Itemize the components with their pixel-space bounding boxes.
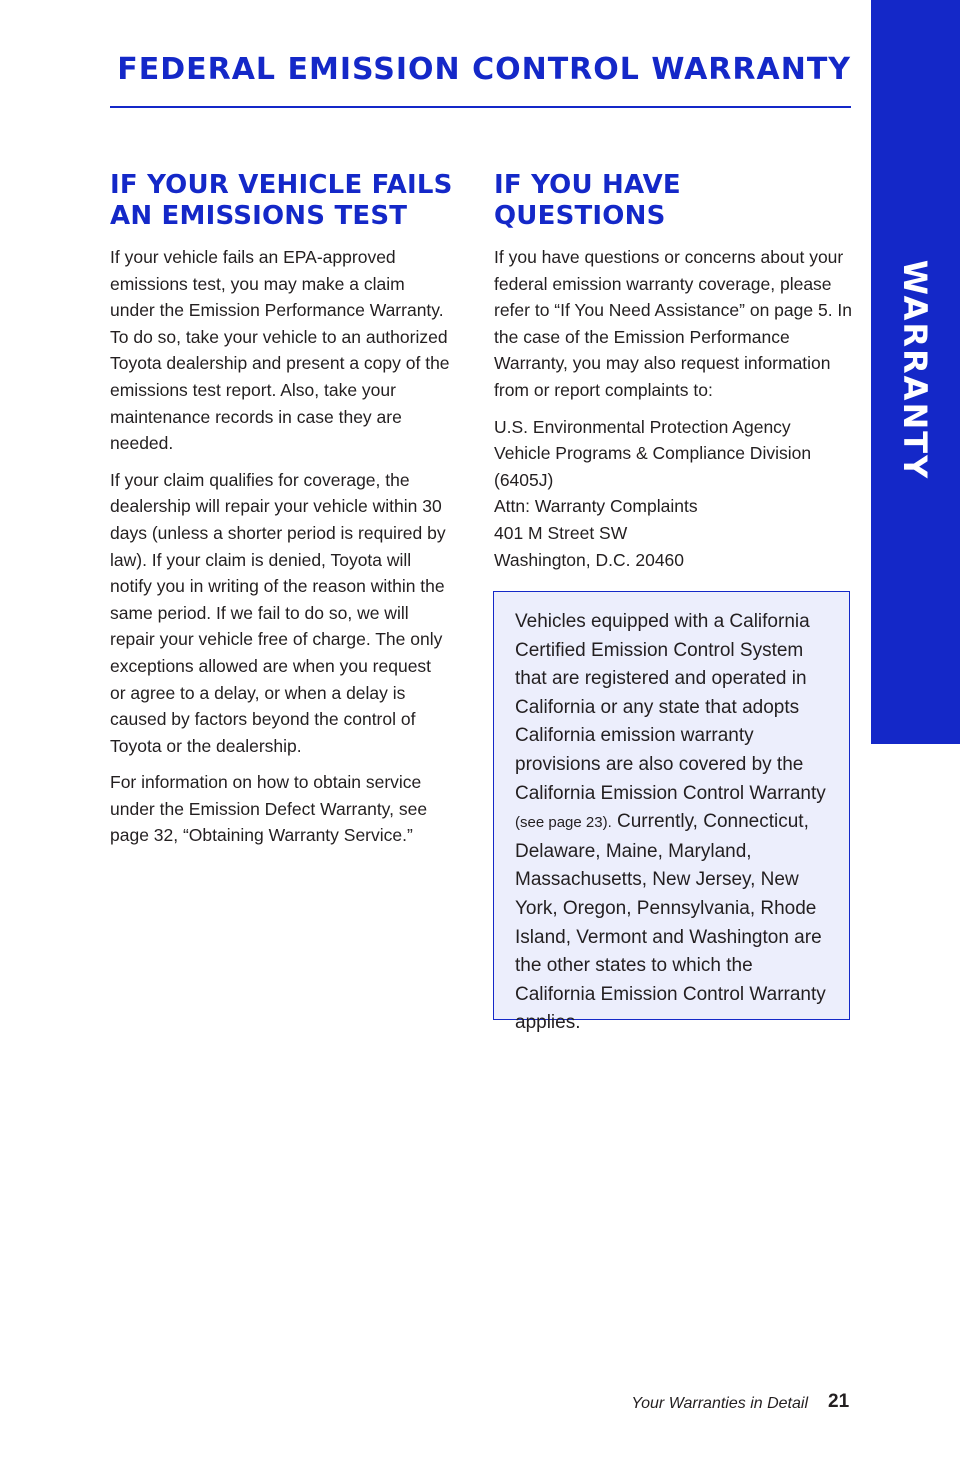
body-paragraph: For information on how to obtain service under the Emission Defect Warranty, see page 32, “Obtaining Warranty Service.” [110,772,428,846]
callout-text-part2: Currently, Connecticut, Delaware, Maine, Maryland, Massachusetts, New Jersey, New York, Oregon, Pennsylvania, Rhode Island, Vermont and Washington are the other states to which the California Emission Control Warranty applies. [515,811,826,1034]
emissions-test-heading [110,170,453,232]
body-paragraph: If your claim qualifies for coverage, the dealership will repair your vehicle within 30 days (unless a shorter period is required by law). If your claim is denied, Toyota will notify you in writing of the reason within the same period. If we fail to do so, we will repair your vehicle free of charge. The only exceptions allowed are when you request or agree to a delay, or when a delay is caused by factors beyond the control of Toyota or the dealership. [110,469,446,756]
right-column [494,170,854,583]
left-column [110,170,453,859]
address-line: Vehicle Programs & Compliance Division [494,443,812,464]
address-line: (6405J) [494,469,554,490]
title-divider [110,106,851,108]
address-line: Washington, D.C. 20460 [494,549,685,570]
page-number: 21 [828,1391,850,1412]
side-tab-label: WARRANTY [896,259,934,481]
footer-section-title: Your Warranties in Detail [631,1395,808,1412]
address-line: 401 M Street SW [494,522,628,543]
address-line: Attn: Warranty Complaints [494,496,698,517]
callout-text-part1: Vehicles equipped with a California Certified Emission Control System that are registered and operated in California or any state that adopts California emission warranty provisions are also covered by the California Emission Control Warranty [515,611,826,804]
address-line: U.S. Environmental Protection Agency [494,416,791,437]
page-title: FEDERAL EMISSION CONTROL WARRANTY [117,52,851,87]
heading-line: AN EMISSIONS TEST [110,201,408,231]
body-paragraph: If you have questions or concerns about your federal emission warranty coverage, please refer to “If You Need Assistance” on page 5. In the case of the Emission Performance Warranty, you may also request information from or report complaints to: [494,247,853,400]
heading-line: IF YOUR VEHICLE FAILS [110,170,453,200]
body-paragraph: If your vehicle fails an EPA-approved emissions test, you may make a claim under the Emission Performance Warranty. To do so, take your vehicle to an authorized Toyota dealership and present a copy of the emissions test report. Also, take your maintenance records in case they are needed. [110,247,450,454]
callout-text [515,608,831,1038]
california-warranty-callout [493,591,850,1034]
section-side-tab [871,0,960,744]
questions-heading: IF YOU HAVE QUESTIONS [494,170,681,231]
epa-address [494,414,854,574]
page-reference: (see page 23). [515,814,612,832]
